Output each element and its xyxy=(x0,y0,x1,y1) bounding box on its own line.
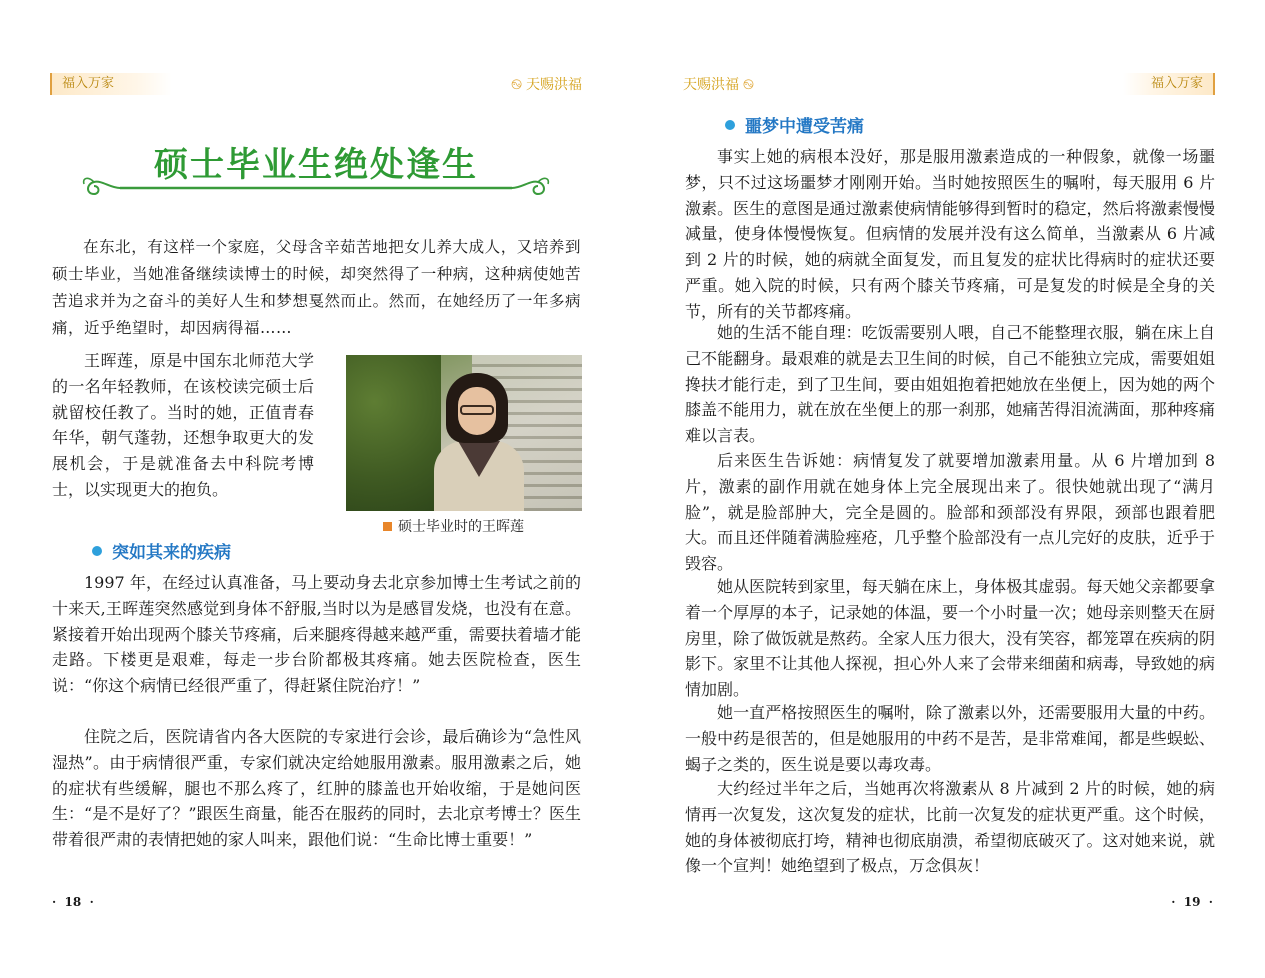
right-page xyxy=(633,0,1265,978)
article-title: 硕士毕业生绝处逢生 xyxy=(154,145,478,185)
body-paragraph: 她的生活不能自理：吃饭需要别人喂，自己不能整理衣服，躺在床上自己不能翻身。最艰难的就是去卫生间的时候，自己不能独立完成，需要姐姐搀扶才能行走，到了卫生间，要由姐姐抱着把她放在坐便上，因为她的两个膝盖不能用力，就在放在坐便上的那一刹那，她痛苦得泪流满面，那种疼痛难以言表。 xyxy=(685,323,1215,446)
body-paragraph: 后来医生告诉她：病情复发了就要增加激素用量。从 6 片增加到 8 片，激素的副作用就在她身体上完全展现出来了。很快她就出现了“满月脸”，就是脸部肿大，完全是圆的。脸部和颈部没有界限，颈部也跟着肥大。而且还伴随着满脸痤疮，几乎整个脸部没有一点儿完好的皮肤，近乎于毁容。 xyxy=(685,451,1215,574)
body-paragraph: 大约经过半年之后，当她再次将激素从 8 片减到 2 片的时候，她的病情再一次复发，这次复发的症状，比前一次复发的症状更严重。这个时候，她的身体被彻底打垮，精神也彻底崩溃，希望彻底破灭了。这对她来说，就像一个宣判！她绝望到了极点，万念俱灰！ xyxy=(685,779,1215,876)
section-heading xyxy=(92,538,231,563)
left-page xyxy=(0,0,632,978)
body-paragraph: 她从医院转到家里，每天躺在床上，身体极其虚弱。每天她父亲都要拿着一个厚厚的本子，记录她的体温，要一个小时量一次；她母亲则整天在厨房里，除了做饭就是熬药。全家人压力很大，没有笑容，都笼罩在疾病的阴影下。家里不让其他人探视，担心外人来了会带来细菌和病毒，导致她的病情加剧。 xyxy=(685,577,1215,700)
vine-flourish-icon xyxy=(80,172,552,198)
cloud-ornament-icon: ࿊ xyxy=(743,77,754,93)
header-tag: 福入万家 xyxy=(1123,73,1215,95)
body-paragraph: 住院之后，医院请省内各大医院的专家进行会诊，最后确诊为“急性风湿热”。由于病情很严重，专家们就决定给她服用激素。服用激素之后，她的症状有些缓解，腿也不那么疼了，红肿的膝盖也开始收缩，于是她问医生：“是不是好了？”跟医生商量，能否在服药的同时，去北京考博士？医生带着很严肃的表情把她的家人叫来，跟他们说：“生命比博士重要！” xyxy=(52,727,581,850)
body-paragraph: 她一直严格按照医生的嘱咐，除了激素以外，还需要服用大量的中药。一般中药是很苦的，但是她服用的中药不是苦，是非常难闻，都是些蜈蚣、蝎子之类的，医生说是要以毒攻毒。 xyxy=(685,703,1215,774)
page-number: · 19 · xyxy=(1171,895,1213,909)
header-brand xyxy=(511,75,582,95)
bullet-dot-icon xyxy=(725,120,735,130)
body-paragraph: 1997 年，在经过认真准备，马上要动身去北京参加博士生考试之前的十来天,王晖莲突然感觉到身体不舒服,当时以为是感冒发烧，也没有在意。紧接着开始出现两个膝关节疼痛，后来腿疼得越来越严重，需要扶着墙才能走路。下楼更是艰难，每走一步台阶都极其疼痛。她去医院检查，医生说：“你这个病情已经很严重了，得赶紧住院治疗！” xyxy=(52,573,581,696)
body-paragraph: 事实上她的病根本没好，那是服用激素造成的一种假象，就像一场噩梦，只不过这场噩梦才刚刚开始。当时她按照医生的嘱咐，每天服用 6 片激素。医生的意图是通过激素使病情能够得到暂时的稳定，然后将激素慢慢减量，使身体慢慢恢复。但病情的发展并没有这么简单，当激素从 6 片减到 2 片的时候，她的病就全面复发，而且复发的症状比得病时的症状还要严重。她入院的时候，只有两个膝关节疼痛，可是复发的时候是全身的关节，所有的关节都疼痛。 xyxy=(685,147,1215,321)
section-heading-text: 突如其来的疾病 xyxy=(112,543,231,563)
caption-square-icon xyxy=(383,522,392,531)
portrait-photo xyxy=(346,355,582,511)
header-brand-text: 天赐洪福 xyxy=(683,77,739,93)
photo-caption xyxy=(383,516,524,536)
header-brand-text: 天赐洪福 xyxy=(526,77,582,93)
page-number: · 18 · xyxy=(52,895,94,909)
intro-paragraph: 在东北，有这样一个家庭，父母含辛茹苦地把女儿养大成人，又培养到硕士毕业，当她准备继续读博士的时候，却突然得了一种病，这种病使她苦苦追求并为之奋斗的美好人生和梦想戛然而止。然而，在她经历了一年多病痛，近乎绝望时，却因病得福…… xyxy=(52,238,581,337)
section-heading-text: 噩梦中遭受苦痛 xyxy=(745,117,864,137)
header-brand xyxy=(683,75,754,95)
bullet-dot-icon xyxy=(92,546,102,556)
cloud-ornament-icon: ࿊ xyxy=(511,77,522,93)
body-paragraph: 王晖莲，原是中国东北师范大学的一名年轻教师，在该校读完硕士后就留校任教了。当时的她，正值青春年华，朝气蓬勃，还想争取更大的发展机会，于是就准备去中科院考博士，以实现更大的抱负。 xyxy=(52,351,314,499)
section-heading xyxy=(725,112,864,137)
photo-caption-text: 硕士毕业时的王晖莲 xyxy=(398,519,524,535)
header-tag: 福入万家 xyxy=(50,73,172,95)
